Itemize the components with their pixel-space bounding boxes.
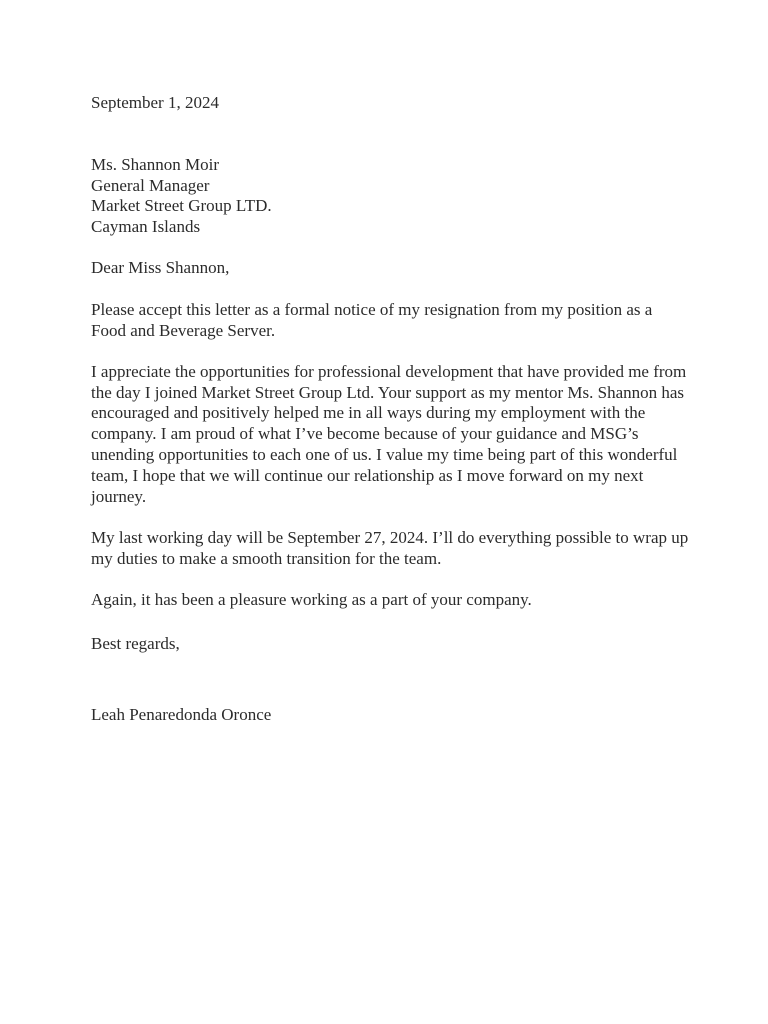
recipient-address [91, 155, 691, 238]
recipient-name: Ms. Shannon Moir [91, 154, 219, 174]
body-paragraph-3: My last working day will be September 27, 2024. I’ll do everything possible to wrap up my duties to make a smooth transition for the team. [91, 527, 689, 568]
body-paragraph-1: Please accept this letter as a formal notice of my resignation from my position as a Food and Beverage Server. [91, 299, 653, 340]
body-paragraph-2: I appreciate the opportunities for professional development that have provided me from the day I joined Market Street Group Ltd. Your support as my mentor Ms. Shannon has encouraged and positively helped me in all ways during my employment with the company. I am proud of what I’ve become because of your guidance and MSG’s unending opportunities to each one of us. I value my time being part of this wonderful team, I hope that we will continue our relationship as I move forward on my next journey. [91, 361, 687, 506]
recipient-location: Cayman Islands [91, 217, 201, 237]
resignation-letter [91, 93, 691, 725]
body-paragraph-4: Again, it has been a pleasure working as a part of your company. [91, 590, 532, 610]
salutation: Dear Miss Shannon, [91, 258, 230, 278]
letter-date: September 1, 2024 [91, 93, 219, 112]
recipient-company: Market Street Group LTD. [91, 196, 272, 216]
recipient-title: General Manager [91, 175, 210, 195]
closing: Best regards, [91, 633, 180, 653]
signature-name: Leah Penaredonda Oronce [91, 704, 272, 724]
